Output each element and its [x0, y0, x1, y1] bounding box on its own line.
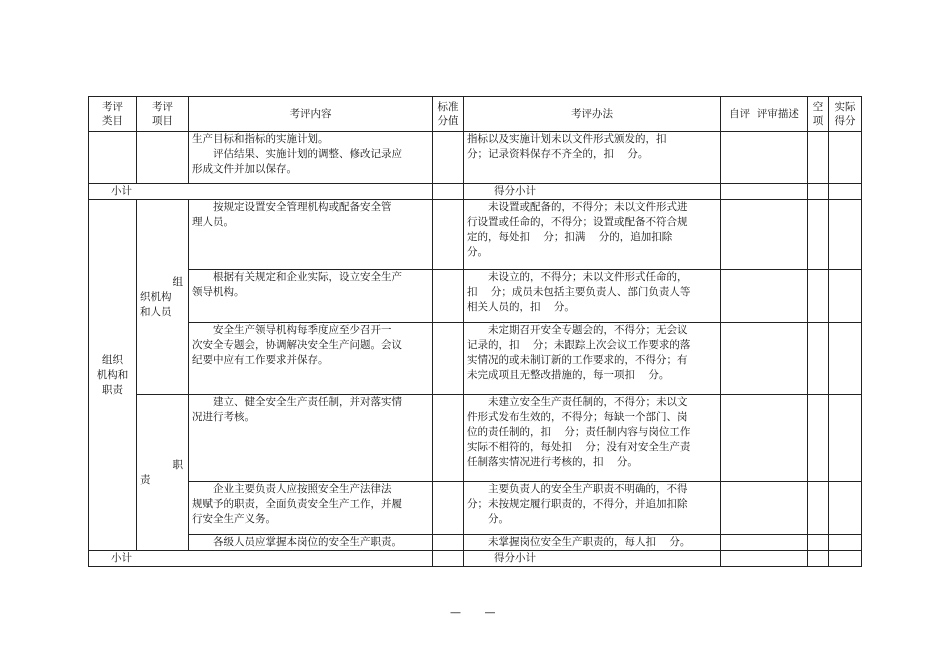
header-self-review: 自评 评审描述 — [721, 97, 808, 132]
score-cell — [433, 132, 464, 184]
subtotal-label: 小计 — [89, 184, 433, 200]
blank-cell — [808, 535, 829, 551]
table-row — [89, 270, 862, 323]
blank-cell — [808, 132, 829, 184]
item-org-personnel: 组 织机构 和人员 — [137, 200, 189, 395]
header-actual: 实际 得分 — [829, 97, 862, 132]
header-row — [89, 97, 862, 132]
blank-cell — [808, 184, 829, 200]
content-cell: 各级人员应掌握本岗位的安全生产职责。 — [189, 535, 433, 551]
table-row — [89, 132, 862, 184]
actual-cell — [829, 323, 862, 395]
table-row — [89, 323, 862, 395]
blank-cell — [808, 270, 829, 323]
blank-cell — [808, 323, 829, 395]
self-review-cell — [721, 482, 808, 535]
table-row — [89, 395, 862, 482]
actual-cell — [829, 551, 862, 567]
score-cell — [433, 551, 464, 567]
page-number: — — — [450, 606, 506, 619]
header-category: 考评 类目 — [89, 97, 137, 132]
header-item: 考评 项目 — [137, 97, 189, 132]
actual-cell — [829, 184, 862, 200]
category-org-duty: 组织 机构和 职责 — [89, 200, 137, 551]
self-review-cell — [721, 270, 808, 323]
content-cell: 生产目标和指标的实施计划。 评估结果、实施计划的调整、修改记录应 形成文件并加以保存。 — [189, 132, 433, 184]
subtotal-row — [89, 551, 862, 567]
method-cell: 未定期召开安全专题会的，不得分；无会议 记录的，扣 分；未跟踪上次会议工作要求的落 实情况的或未制订新的工作要求的，不得分；有 未完成项且无整改措施的，每一项扣 分。 — [464, 323, 721, 395]
header-blank: 空 项 — [808, 97, 829, 132]
content-cell: 建立、健全安全生产责任制，并对落实情 况进行考核。 — [189, 395, 433, 482]
header-score: 标准 分值 — [433, 97, 464, 132]
header-content: 考评内容 — [189, 97, 433, 132]
score-cell — [433, 323, 464, 395]
content-cell: 安全生产领导机构每季度应至少召开一 次安全专题会，协调解决安全生产问题。会议 纪要中应有工作要求并保存。 — [189, 323, 433, 395]
self-review-cell — [721, 132, 808, 184]
actual-cell — [829, 132, 862, 184]
self-review-cell — [721, 535, 808, 551]
blank-cell — [808, 395, 829, 482]
subtotal-row — [89, 184, 862, 200]
method-cell: 未建立安全生产责任制的，不得分；未以文 件形式发布生效的，不得分；每缺一个部门、岗 位的责任制的，扣 分；责任制内容与岗位工作 实际不相符的，每处扣 分；没有对安全生产责 任制落实情况进行考核的，扣 分。 — [464, 395, 721, 482]
method-cell: 未掌握岗位安全生产职责的，每人扣 分。 — [464, 535, 721, 551]
self-review-cell — [721, 200, 808, 270]
content-cell: 企业主要负责人应按照安全生产法律法 规赋予的职责，全面负责安全生产工作，并履 行安全生产义务。 — [189, 482, 433, 535]
method-cell: 未设立的，不得分；未以文件形式任命的， 扣 分；成员未包括主要负责人、部门负责人等 相关人员的，扣 分。 — [464, 270, 721, 323]
evaluation-table — [88, 96, 862, 567]
item-cell — [137, 132, 189, 184]
subtotal-method: 得分小计 — [464, 551, 721, 567]
self-review-cell — [721, 323, 808, 395]
method-cell: 主要负责人的安全生产职责不明确的，不得 分；未按规定履行职责的，不得分，并追加扣除 分。 — [464, 482, 721, 535]
actual-cell — [829, 270, 862, 323]
content-cell: 按规定设置安全管理机构或配备安全管 理人员。 — [189, 200, 433, 270]
self-review-cell — [721, 395, 808, 482]
blank-cell — [808, 482, 829, 535]
self-review-cell — [721, 184, 808, 200]
score-cell — [433, 270, 464, 323]
table-row — [89, 482, 862, 535]
subtotal-label: 小计 — [89, 551, 433, 567]
table-row — [89, 200, 862, 270]
score-cell — [433, 395, 464, 482]
category-cell — [89, 132, 137, 184]
self-review-cell — [721, 551, 808, 567]
header-method: 考评办法 — [464, 97, 721, 132]
method-cell: 指标以及实施计划未以文件形式颁发的，扣 分；记录资料保存不齐全的，扣 分。 — [464, 132, 721, 184]
item-duty: 职 责 — [137, 395, 189, 551]
score-cell — [433, 482, 464, 535]
blank-cell — [808, 200, 829, 270]
actual-cell — [829, 482, 862, 535]
subtotal-method: 得分小计 — [464, 184, 721, 200]
content-cell: 根据有关规定和企业实际，设立安全生产 领导机构。 — [189, 270, 433, 323]
method-cell: 未设置或配备的，不得分；未以文件形式进 行设置或任命的，不得分；设置或配备不符合规 定的，每处扣 分；扣满 分的，追加扣除 分。 — [464, 200, 721, 270]
table-row — [89, 535, 862, 551]
score-cell — [433, 184, 464, 200]
actual-cell — [829, 395, 862, 482]
blank-cell — [808, 551, 829, 567]
score-cell — [433, 535, 464, 551]
score-cell — [433, 200, 464, 270]
actual-cell — [829, 535, 862, 551]
actual-cell — [829, 200, 862, 270]
